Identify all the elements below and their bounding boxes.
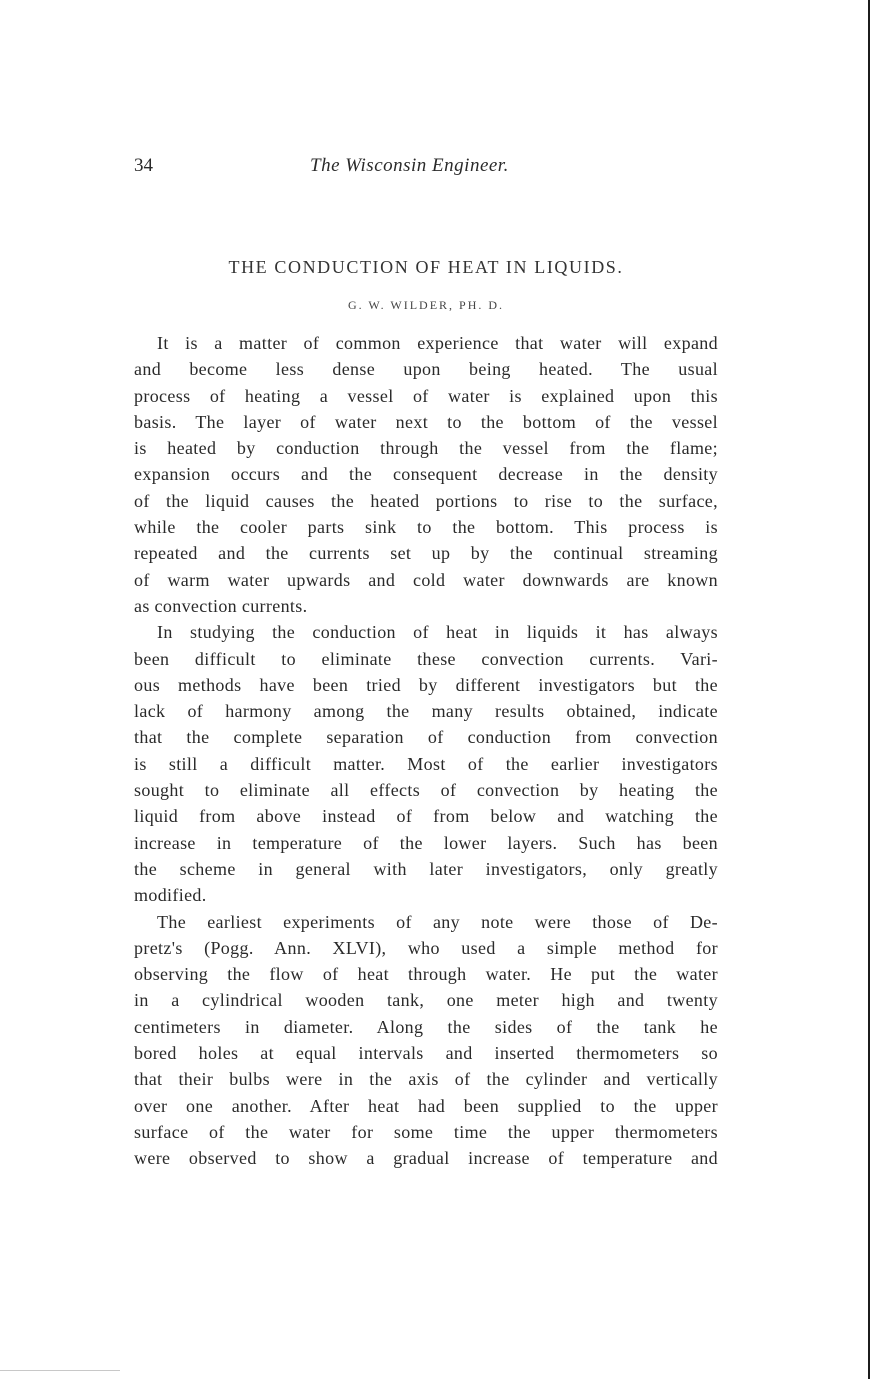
text-line: that their bulbs were in the axis of the cylinder and vertically <box>134 1069 718 1090</box>
text-line: and become less dense upon being heated. The usual <box>134 359 718 380</box>
text-line: modified. <box>134 885 207 906</box>
page-number: 34 <box>134 155 153 176</box>
text-line: repeated and the currents set up by the continual streaming <box>134 543 718 564</box>
text-line: sought to eliminate all effects of convection by heating the <box>134 780 718 801</box>
paragraph <box>134 619 718 908</box>
text-line: while the cooler parts sink to the bottom. This process is <box>134 517 718 538</box>
scan-artifact-line <box>0 1370 120 1371</box>
text-line: expansion occurs and the consequent decrease in the density <box>134 464 718 485</box>
page-edge-shadow <box>868 0 870 1379</box>
article-title: THE CONDUCTION OF HEAT IN LIQUIDS. <box>228 257 624 277</box>
text-line: process of heating a vessel of water is explained upon this <box>134 385 718 406</box>
text-line: as convection currents. <box>134 595 308 616</box>
text-line: were observed to show a gradual increase of temperature and <box>134 1148 718 1169</box>
paragraph <box>134 909 718 1172</box>
text-line: It is a matter of common experience that water will expand <box>157 333 718 353</box>
text-line: centimeters in diameter. Along the sides of the tank he <box>134 1016 718 1037</box>
text-line: over one another. After heat had been supplied to the upper <box>134 1095 718 1116</box>
text-line: pretz's (Pogg. Ann. XLVI), who used a simple method for <box>134 937 718 958</box>
text-line: is heated by conduction through the vessel from the flame; <box>134 438 718 459</box>
text-line: surface of the water for some time the upper thermometers <box>134 1121 718 1142</box>
text-line: observing the flow of heat through water. He put the water <box>134 964 718 985</box>
text-line: been difficult to eliminate these convection currents. Vari- <box>134 648 718 669</box>
text-line: of warm water upwards and cold water downwards are known <box>134 569 718 590</box>
text-line: that the complete separation of conduction from convection <box>134 727 718 748</box>
text-line: increase in temperature of the lower layers. Such has been <box>134 832 718 853</box>
paragraph <box>134 330 718 619</box>
text-line: is still a difficult matter. Most of the earlier investigators <box>134 753 718 774</box>
text-line: liquid from above instead of from below and watching the <box>134 806 718 827</box>
running-head <box>134 155 546 181</box>
text-line: lack of harmony among the many results obtained, indicate <box>134 701 718 722</box>
text-line: In studying the conduction of heat in liquids it has always <box>157 622 718 643</box>
text-line: of the liquid causes the heated portions to rise to the surface, <box>134 490 718 511</box>
text-line: the scheme in general with later investigators, only greatly <box>134 858 718 879</box>
article-body <box>134 330 718 1172</box>
text-line: The earliest experiments of any note were those of De- <box>157 911 718 932</box>
text-line: ous methods have been tried by different investigators but the <box>134 674 718 695</box>
text-line: basis. The layer of water next to the bottom of the vessel <box>134 411 718 432</box>
text-line: bored holes at equal intervals and inserted thermometers so <box>134 1043 718 1064</box>
text-line: in a cylindrical wooden tank, one meter high and twenty <box>134 990 718 1011</box>
author-byline: G. W. WILDER, PH. D. <box>347 298 505 312</box>
journal-title: The Wisconsin Engineer. <box>310 155 509 176</box>
